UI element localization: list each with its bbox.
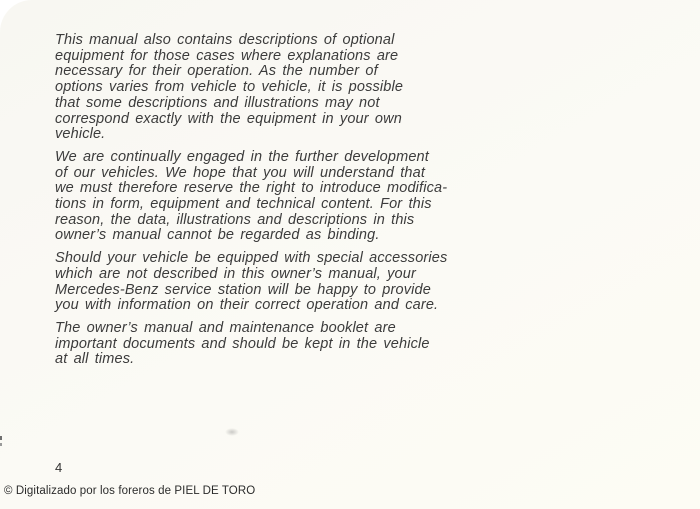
- digitizer-credit: © Digitalizado por los foreros de PIEL DE TORO: [4, 485, 256, 497]
- text-line: The owner’s manual and maintenance booklet are: [55, 319, 396, 336]
- text-line: We are continually engaged in the further development: [55, 148, 429, 165]
- text-line: that some descriptions and illustrations may not: [55, 94, 380, 111]
- text-line: tions in form, equipment and technical content. For this: [55, 196, 432, 213]
- text-line: necessary for their operation. As the number of: [55, 63, 378, 80]
- paragraph-continual-development: [55, 150, 515, 244]
- text-line: vehicle.: [55, 126, 106, 143]
- body-text: [55, 33, 515, 375]
- text-line: Mercedes-Benz service station will be happy to provide: [55, 281, 431, 298]
- text-line: important documents and should be kept in the vehicle: [55, 335, 430, 352]
- text-line: reason, the data, illustrations and descriptions in this: [55, 211, 415, 228]
- scan-speck: [0, 443, 2, 446]
- scan-smudge: [225, 428, 239, 436]
- text-line: you with information on their correct operation and care.: [55, 297, 439, 314]
- text-line: at all times.: [55, 351, 135, 368]
- text-line: of our vehicles. We hope that you will understand that: [55, 164, 426, 181]
- paragraph-special-accessories: [55, 251, 515, 314]
- text-line: we must therefore reserve the right to introduce modifica-: [55, 180, 448, 197]
- text-line: equipment for those cases where explanations are: [55, 47, 399, 64]
- text-line: owner’s manual cannot be regarded as binding.: [55, 227, 380, 244]
- paragraph-optional-equipment: [55, 33, 515, 143]
- scan-speck: [0, 436, 2, 440]
- text-line: Should your vehicle be equipped with special accessories: [55, 250, 448, 267]
- paragraph-keep-in-vehicle: [55, 321, 515, 368]
- page-number: 4: [55, 460, 63, 475]
- text-line: which are not described in this owner’s manual, your: [55, 265, 416, 282]
- text-line: This manual also contains descriptions of optional: [55, 32, 395, 48]
- text-line: options varies from vehicle to vehicle, it is possible: [55, 79, 404, 96]
- text-line: correspond exactly with the equipment in your own: [55, 110, 402, 127]
